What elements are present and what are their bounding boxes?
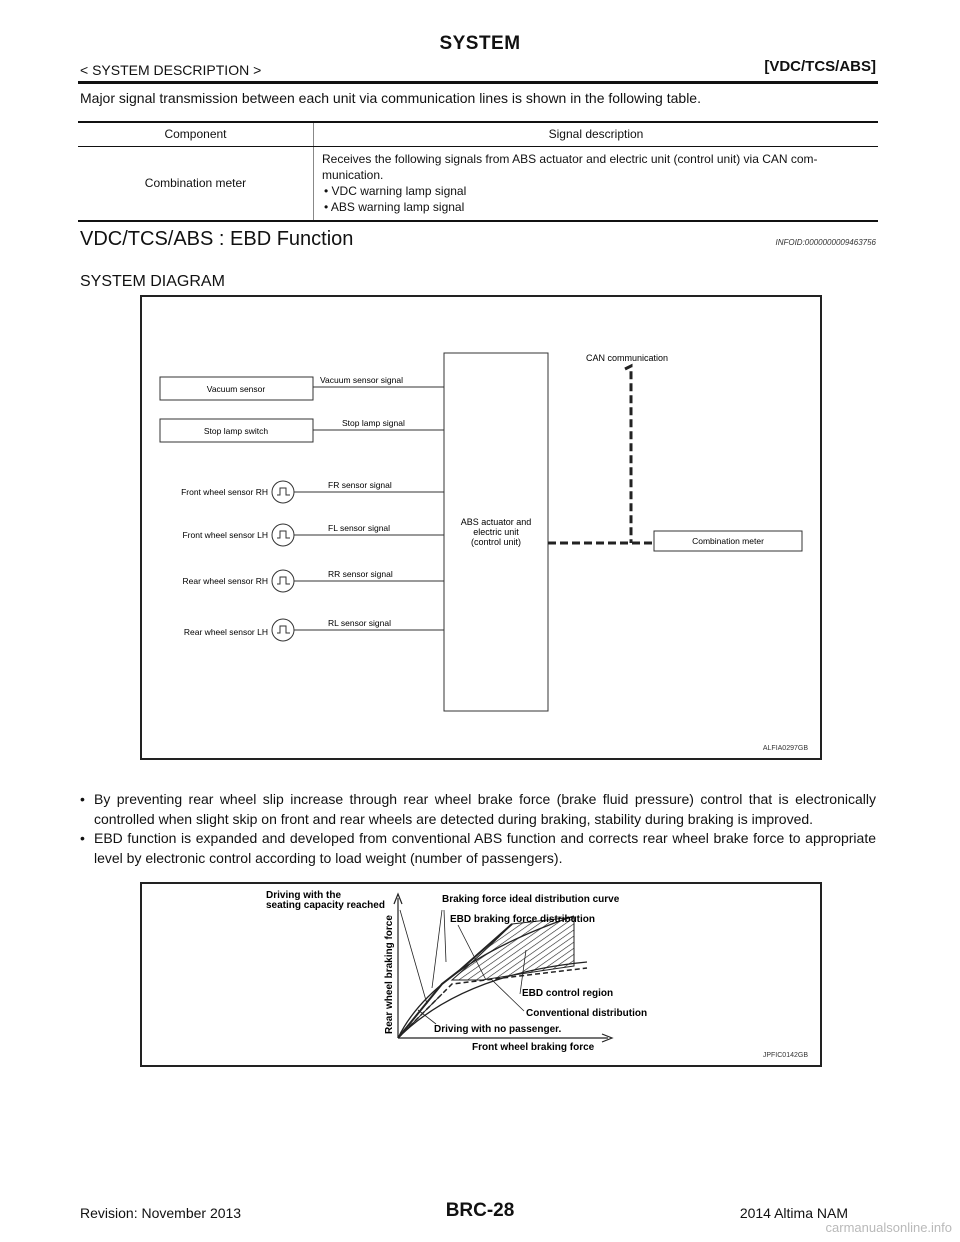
intro-paragraph: Major signal transmission between each unit via communication lines is shown in the following table.: [80, 90, 701, 106]
label-conventional: Conventional distribution: [526, 1008, 648, 1019]
rear-wheel-sensor-lh-label: Rear wheel sensor LH: [183, 627, 268, 637]
front-wheel-sensor-lh-label: Front wheel sensor LH: [182, 530, 268, 540]
sensor-icon: [272, 570, 294, 592]
sensor-icon: [272, 481, 294, 503]
front-wheel-sensor-rh-label: Front wheel sensor RH: [181, 487, 268, 497]
page-number: BRC-28: [445, 1200, 515, 1221]
leader-line: [444, 910, 446, 962]
vacuum-sensor-label: Vacuum sensor: [206, 384, 266, 394]
description-line: Receives the following signals from ABS actuator and electric unit (control unit) via CAN com-: [322, 152, 818, 166]
description-line: • ABS warning lamp signal: [324, 200, 465, 214]
rl-signal-label: RL sensor signal: [328, 618, 391, 628]
rear-wheel-sensor-rh-label: Rear wheel sensor RH: [182, 576, 268, 586]
label-no-passenger: Driving with no passenger.: [434, 1024, 562, 1035]
ebd-distribution-diagram: [140, 882, 822, 1067]
bullet-icon: •: [80, 830, 85, 846]
header-divider: [78, 81, 878, 84]
bullet-text: By preventing rear wheel slip increase through rear wheel brake force (brake fluid pressure) control that is electronically controlled when slight skip on front and rear wheels are detected during braking, stability during braking is improved.: [94, 791, 876, 827]
bullet-icon: •: [80, 791, 85, 807]
combination-meter-label: Combination meter: [692, 536, 764, 546]
figure-code: JPFIC0142GB: [762, 1052, 808, 1059]
rear-wheel-sensor-rh: [182, 569, 444, 592]
leader-line: [432, 910, 442, 988]
description-line: • VDC warning lamp signal: [324, 184, 467, 198]
table-header-row: [78, 122, 878, 147]
leader-line: [418, 1010, 436, 1024]
info-id: INFOID:0000000009463756: [775, 238, 876, 247]
table-cell-component: Combination meter: [78, 147, 314, 222]
bullet-list: [80, 790, 876, 868]
can-label: CAN communication: [586, 353, 669, 363]
abs-unit-label-1: ABS actuator and: [460, 517, 532, 527]
bullet-text: EBD function is expanded and developed from conventional ABS function and corrects rear wheel brake force to appropriate level by electronic control according to load weight (number of passengers).: [94, 830, 876, 866]
sensor-icon: [272, 619, 294, 641]
front-wheel-sensor-rh: [181, 480, 444, 503]
table-cell-description: [314, 147, 879, 222]
figure-code: ALFIA0297GB: [762, 745, 808, 752]
section-code: [VDC/TCS/ABS]: [764, 58, 876, 75]
label-full-capacity-2: seating capacity reached: [266, 900, 385, 911]
page-title: SYSTEM: [439, 33, 521, 54]
breadcrumb: < SYSTEM DESCRIPTION >: [80, 62, 262, 78]
stop-lamp-switch-label: Stop lamp switch: [203, 426, 269, 436]
fr-signal-label: FR sensor signal: [328, 480, 392, 490]
front-wheel-sensor-lh: [182, 523, 444, 546]
section-heading: VDC/TCS/ABS : EBD Function: [80, 228, 354, 250]
fl-signal-label: FL sensor signal: [328, 523, 391, 533]
rr-signal-label: RR sensor signal: [328, 569, 393, 579]
sensor-icon: [272, 524, 294, 546]
label-ebd-region: EBD control region: [522, 988, 614, 999]
leader-line: [400, 910, 427, 1004]
label-ideal-curve: Braking force ideal distribution curve: [442, 894, 620, 905]
table-header-component: Component: [78, 122, 314, 147]
description-line: munication.: [322, 168, 384, 182]
abs-unit-label-2: electric unit: [473, 527, 519, 537]
footer-revision: Revision: November 2013: [80, 1205, 242, 1221]
label-ebd-distribution: EBD braking force distribution: [450, 914, 596, 925]
y-axis-label: Rear wheel braking force: [384, 915, 395, 1034]
list-item: [80, 790, 876, 829]
abs-unit-label-3: (control unit): [470, 537, 522, 547]
leader-line: [492, 980, 524, 1011]
label-full-capacity-1: Driving with the: [266, 890, 341, 901]
subheading: SYSTEM DIAGRAM: [80, 273, 225, 290]
x-axis-label: Front wheel braking force: [472, 1042, 595, 1053]
system-diagram: [140, 295, 822, 760]
system-diagram-svg: [142, 297, 822, 760]
stop-lamp-signal-label: Stop lamp signal: [342, 418, 405, 428]
signal-table: [78, 121, 878, 222]
can-line-vertical: [625, 366, 631, 543]
ebd-diagram-svg: [142, 884, 822, 1067]
vacuum-signal-label: Vacuum sensor signal: [320, 375, 403, 385]
table-header-signal: Signal description: [314, 122, 879, 147]
rear-wheel-sensor-lh: [184, 618, 444, 641]
table-row: [78, 147, 878, 222]
list-item: [80, 829, 876, 868]
watermark: carmanualsonline.info: [825, 1220, 952, 1235]
footer-model: 2014 Altima NAM: [739, 1205, 848, 1221]
